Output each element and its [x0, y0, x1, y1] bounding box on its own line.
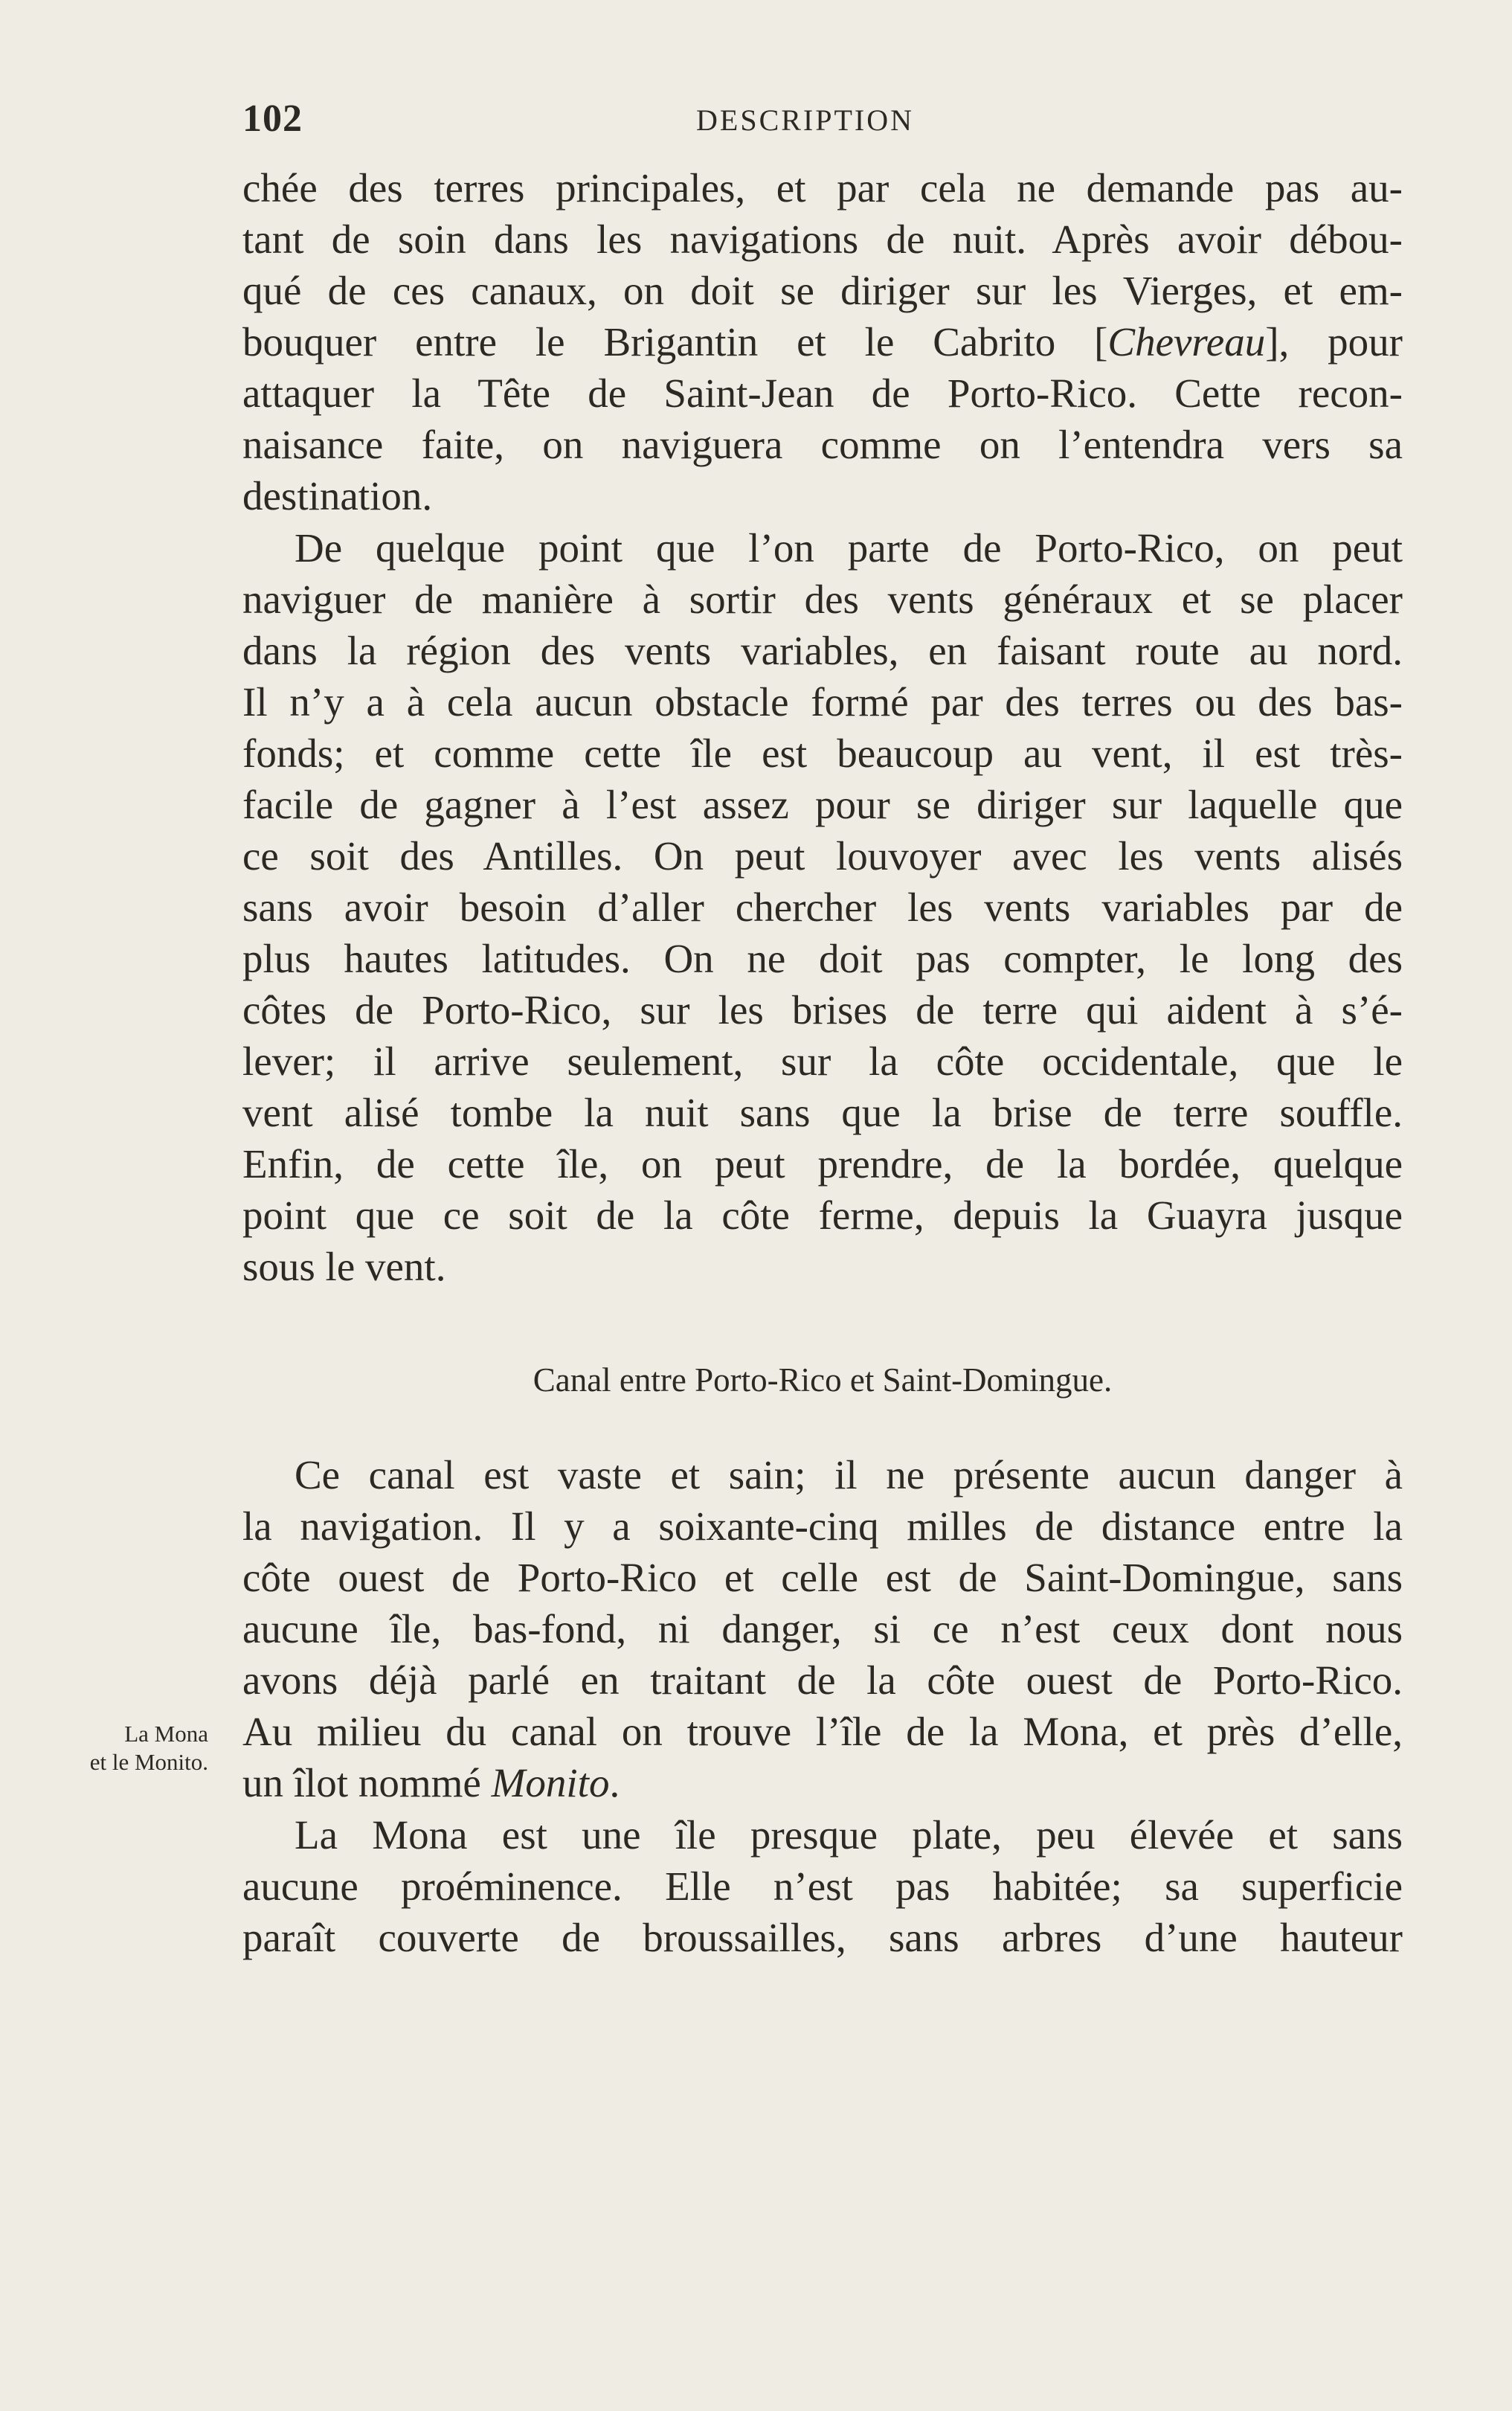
text-line: destination. [242, 473, 433, 519]
text-line: De quelque point que l’on parte de Porto-Rico, on peut [295, 525, 1403, 571]
text-line: bouquer entre le Brigantin et le Cabrito [Chevreau], pour [242, 319, 1403, 365]
text-line: plus hautes latitudes. On ne doit pas compter, le long des [242, 936, 1403, 981]
section-heading: Canal entre Porto-Rico et Saint-Domingue. [533, 1361, 1113, 1399]
text-line: Ce canal est vaste et sain; il ne présente aucun danger à [295, 1452, 1403, 1497]
margin-note-line: et le Monito. [89, 1749, 208, 1775]
paragraph-1 [242, 162, 1403, 521]
text-line: sous le vent. [242, 1244, 446, 1289]
text-line: qué de ces canaux, on doit se diriger sur les Vierges, et em- [242, 268, 1403, 313]
text-line: sans avoir besoin d’aller chercher les vents variables par de [242, 885, 1403, 930]
text-line: chée des terres principales, et par cela ne demande pas au- [242, 165, 1403, 211]
text-line: vent alisé tombe la nuit sans que la brise de terre souffle. [242, 1090, 1403, 1135]
text-line: Il n’y a à cela aucun obstacle formé par des terres ou des bas- [242, 679, 1403, 725]
text-line: paraît couverte de broussailles, sans arbres d’une hauteur [242, 1915, 1403, 1960]
text-line: point que ce soit de la côte ferme, depuis la Guayra jusque [242, 1192, 1403, 1238]
paragraph-3 [242, 1449, 1403, 1808]
text-line: facile de gagner à l’est assez pour se diriger sur laquelle que [242, 782, 1403, 827]
text-line: La Mona est une île presque plate, peu élevée et sans [295, 1812, 1403, 1858]
text-line: dans la région des vents variables, en faisant route au nord. [242, 628, 1403, 673]
text-line: tant de soin dans les navigations de nuit. Après avoir débou- [242, 216, 1403, 262]
paragraph-2 [242, 522, 1403, 1292]
text-line: ce soit des Antilles. On peut louvoyer avec les vents alisés [242, 833, 1403, 879]
text-line: côtes de Porto-Rico, sur les brises de terre qui aident à s’é- [242, 987, 1403, 1033]
text-line: un îlot nommé Monito. [242, 1760, 620, 1805]
margin-note [59, 1720, 208, 1776]
text-line: aucune proéminence. Elle n’est pas habitée; sa superficie [242, 1863, 1403, 1909]
margin-note-line: La Mona [124, 1721, 208, 1747]
text-line: aucune île, bas-fond, ni danger, si ce n’est ceux dont nous [242, 1606, 1403, 1651]
text-line: avons déjà parlé en traitant de la côte ouest de Porto-Rico. [242, 1657, 1403, 1703]
text-line: lever; il arrive seulement, sur la côte occidentale, que le [242, 1038, 1403, 1084]
text-line: fonds; et comme cette île est beaucoup au vent, il est très- [242, 731, 1403, 776]
text-line: Au milieu du canal on trouve l’île de la Mona, et près d’elle, [242, 1709, 1403, 1754]
page-header [242, 97, 1403, 149]
text-line: naviguer de manière à sortir des vents généraux et se placer [242, 577, 1403, 622]
text-line: la navigation. Il y a soixante-cinq milles de distance entre la [242, 1503, 1403, 1549]
text-line: attaquer la Tête de Saint-Jean de Porto-Rico. Cette recon- [242, 370, 1403, 416]
page-number: 102 [242, 97, 303, 140]
paragraph-4 [242, 1809, 1403, 1963]
text-line: côte ouest de Porto-Rico et celle est de Saint-Domingue, sans [242, 1555, 1403, 1600]
text-line: Enfin, de cette île, on peut prendre, de la bordée, quelque [242, 1141, 1403, 1187]
text-line: naisance faite, on naviguera comme on l’entendra vers sa [242, 422, 1403, 467]
running-title: DESCRIPTION [696, 103, 915, 137]
